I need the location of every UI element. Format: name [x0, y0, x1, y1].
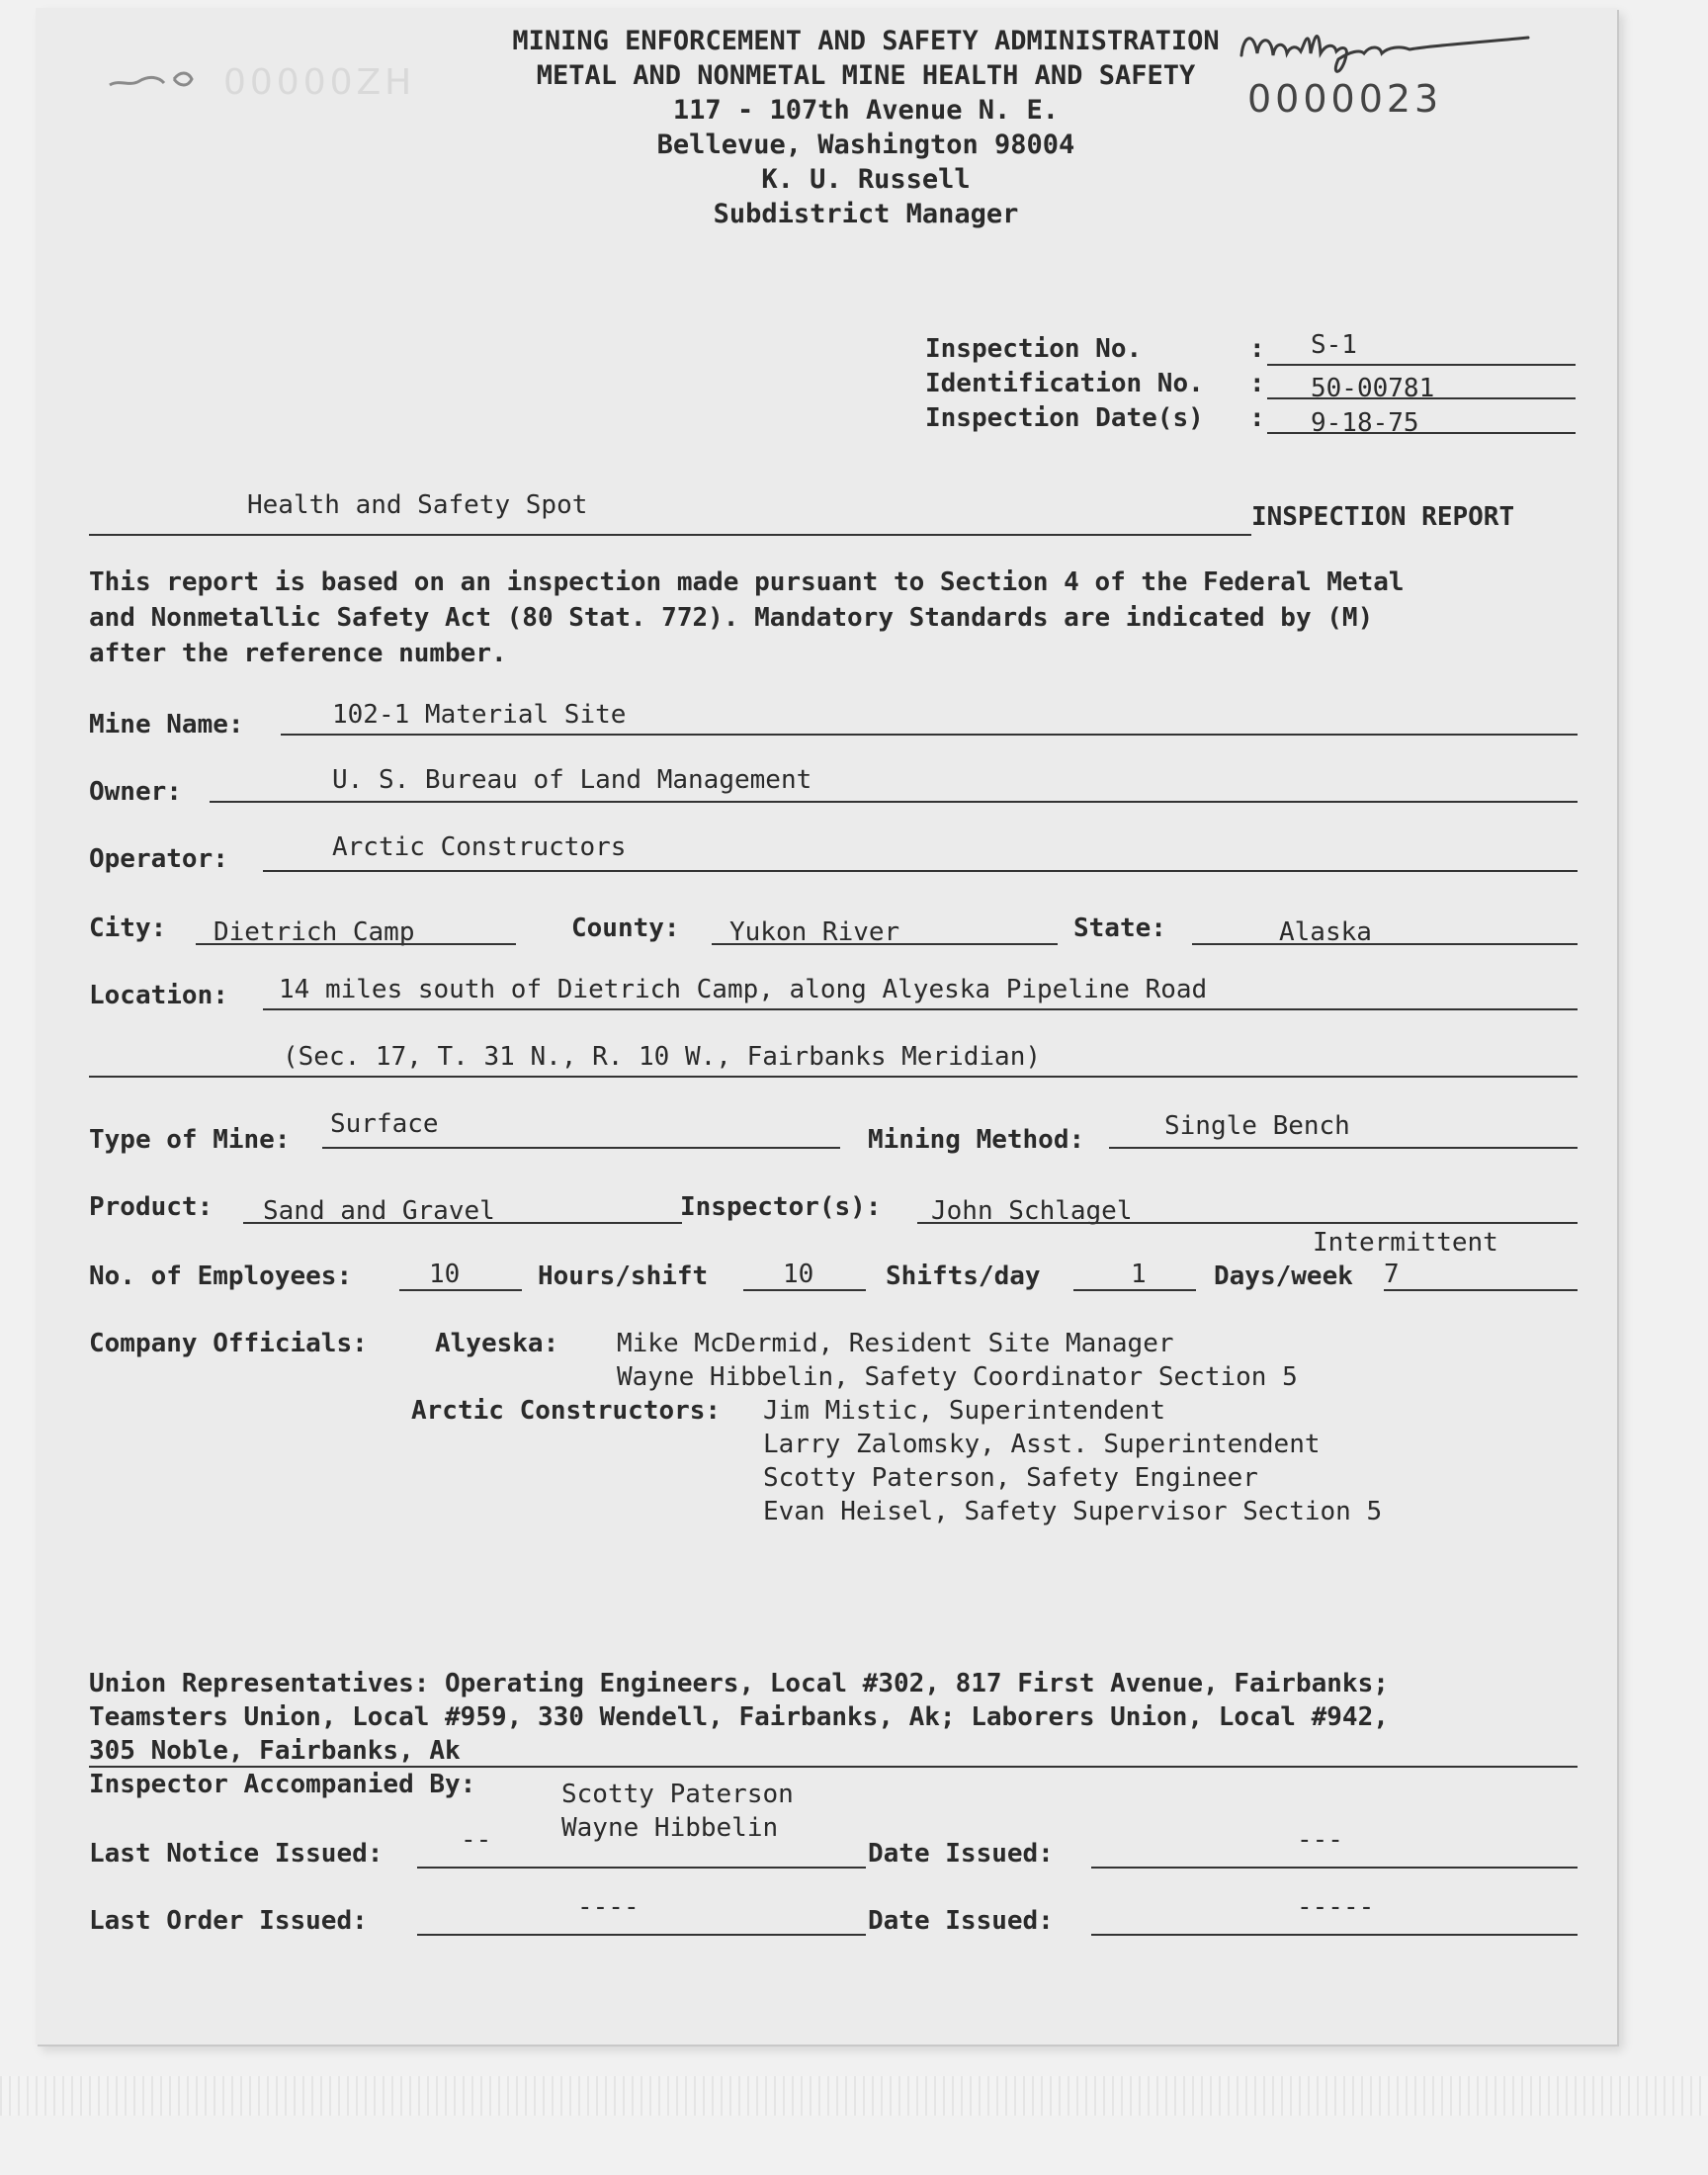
order-date-value: ----- — [1297, 1892, 1375, 1922]
report-title: INSPECTION REPORT — [1251, 502, 1515, 532]
order-date-line — [1091, 1934, 1578, 1936]
location-label: Location: — [89, 981, 228, 1010]
type-of-mine-label: Type of Mine: — [89, 1125, 291, 1155]
employees-label: No. of Employees: — [89, 1262, 353, 1291]
report-type: Health and Safety Spot — [247, 490, 588, 520]
smudge-mark — [105, 57, 214, 101]
city-line — [196, 943, 516, 945]
division-name: METAL AND NONMETAL MINE HEALTH AND SAFETY — [536, 60, 1196, 91]
hours-shift-value: 10 — [783, 1260, 814, 1289]
mine-name-line — [281, 734, 1578, 736]
arctic-constructors-label: Arctic Constructors: — [411, 1396, 722, 1426]
report-type-line — [89, 534, 1251, 536]
accompanied-name: Wayne Hibbelin — [561, 1813, 779, 1843]
accompanied-label: Inspector Accompanied By: — [89, 1770, 476, 1799]
operator-label: Operator: — [89, 844, 228, 874]
official-name: Wayne Hibbelin, Safety Coordinator Section 5 — [617, 1362, 1298, 1392]
inspection-no-label: Inspection No. — [925, 334, 1143, 364]
inspection-date-value: 9-18-75 — [1311, 408, 1419, 438]
union-line: Teamsters Union, Local #959, 330 Wendell, Fairbanks, Ak; Laborers Union, Local #942, — [89, 1702, 1389, 1732]
document-number-stamp: 0000023 — [1247, 77, 1443, 121]
official-name: Evan Heisel, Safety Supervisor Section 5 — [763, 1497, 1383, 1526]
owner-value: U. S. Bureau of Land Management — [332, 765, 812, 795]
mine-name-label: Mine Name: — [89, 710, 244, 740]
intro-line: after the reference number. — [89, 639, 507, 668]
city-label: City: — [89, 914, 167, 943]
inspector-line — [917, 1222, 1578, 1224]
scan-edge-strip — [0, 2076, 1708, 2116]
county-label: County: — [571, 914, 680, 943]
product-label: Product: — [89, 1192, 214, 1222]
type-of-mine-value: Surface — [330, 1109, 439, 1139]
intro-line: This report is based on an inspection made pursuant to Section 4 of the Federal Metal — [89, 567, 1405, 597]
shifts-day-value: 1 — [1131, 1260, 1147, 1289]
product-line — [243, 1222, 682, 1224]
last-notice-value: -- — [461, 1825, 492, 1855]
notice-date-value: --- — [1297, 1825, 1343, 1855]
state-line — [1192, 943, 1578, 945]
manager-title: Subdistrict Manager — [713, 199, 1019, 229]
days-week-value: 7 — [1384, 1260, 1400, 1289]
last-notice-line — [417, 1867, 866, 1869]
address-street: 117 - 107th Avenue N. E. — [672, 95, 1060, 126]
city-value: Dietrich Camp — [214, 917, 415, 947]
shifts-day-label: Shifts/day — [886, 1262, 1041, 1291]
inspection-no-line — [1267, 364, 1576, 366]
last-order-label: Last Order Issued: — [89, 1906, 368, 1936]
location-value-1: 14 miles south of Dietrich Camp, along Alyeska Pipeline Road — [279, 975, 1208, 1004]
days-week-line — [1384, 1289, 1578, 1291]
official-name: Jim Mistic, Superintendent — [763, 1396, 1165, 1426]
hours-shift-label: Hours/shift — [538, 1262, 709, 1291]
county-value: Yukon River — [729, 917, 900, 947]
employees-value: 10 — [429, 1260, 461, 1289]
state-value: Alaska — [1279, 917, 1372, 947]
colon: : — [1249, 334, 1265, 364]
union-line: Union Representatives: Operating Engineers, Local #302, 817 First Avenue, Fairbanks; — [89, 1669, 1389, 1698]
intro-line: and Nonmetallic Safety Act (80 Stat. 772). Mandatory Standards are indicated by (M) — [89, 603, 1374, 633]
mine-name-value: 102-1 Material Site — [332, 700, 627, 730]
address-city: Bellevue, Washington 98004 — [656, 130, 1075, 160]
official-name: Scotty Paterson, Safety Engineer — [763, 1463, 1258, 1493]
identification-no-value: 50-00781 — [1311, 374, 1435, 403]
identification-no-label: Identification No. — [925, 369, 1204, 398]
employees-line — [399, 1289, 522, 1291]
mining-method-line — [1109, 1147, 1578, 1149]
identification-no-line — [1267, 397, 1576, 399]
last-order-value: ---- — [577, 1892, 640, 1922]
notice-date-label: Date Issued: — [868, 1839, 1054, 1869]
county-line — [712, 943, 1058, 945]
mining-method-label: Mining Method: — [868, 1125, 1085, 1155]
operator-line — [263, 870, 1578, 872]
notice-date-line — [1091, 1867, 1578, 1869]
inspector-value: John Schlagel — [931, 1196, 1133, 1226]
inspection-date-line — [1267, 432, 1576, 434]
last-notice-label: Last Notice Issued: — [89, 1839, 384, 1869]
location-line-2 — [89, 1076, 1578, 1078]
inspection-no-value: S-1 — [1311, 330, 1357, 360]
owner-label: Owner: — [89, 777, 182, 807]
location-value-2: (Sec. 17, T. 31 N., R. 10 W., Fairbanks Meridian) — [283, 1042, 1042, 1072]
product-value: Sand and Gravel — [263, 1196, 495, 1226]
inspection-date-label: Inspection Date(s) — [925, 403, 1204, 433]
colon: : — [1249, 369, 1265, 398]
accompanied-name: Scotty Paterson — [561, 1780, 794, 1809]
state-label: State: — [1073, 914, 1166, 943]
union-line-rule — [89, 1766, 1578, 1768]
faint-stamp-number: 00000ZH — [223, 62, 416, 103]
operator-value: Arctic Constructors — [332, 832, 627, 862]
manager-name: K. U. Russell — [761, 164, 971, 195]
mining-method-value: Single Bench — [1164, 1111, 1350, 1141]
official-name: Mike McDermid, Resident Site Manager — [617, 1329, 1174, 1358]
company-officials-label: Company Officials: — [89, 1329, 368, 1358]
inspector-label: Inspector(s): — [680, 1192, 882, 1222]
hours-shift-line — [743, 1289, 866, 1291]
document-page — [36, 8, 1617, 2044]
owner-line — [210, 801, 1578, 803]
last-order-line — [417, 1934, 866, 1936]
days-week-label: Days/week — [1214, 1262, 1353, 1291]
shifts-day-line — [1073, 1289, 1196, 1291]
type-of-mine-line — [322, 1147, 840, 1149]
intermittent-note: Intermittent — [1313, 1228, 1498, 1258]
agency-name: MINING ENFORCEMENT AND SAFETY ADMINISTRATION — [512, 26, 1220, 56]
colon: : — [1249, 403, 1265, 433]
order-date-label: Date Issued: — [868, 1906, 1054, 1936]
official-name: Larry Zalomsky, Asst. Superintendent — [763, 1430, 1321, 1459]
alyeska-label: Alyeska: — [435, 1329, 559, 1358]
location-line-1 — [263, 1008, 1578, 1010]
union-line: 305 Noble, Fairbanks, Ak — [89, 1736, 461, 1766]
